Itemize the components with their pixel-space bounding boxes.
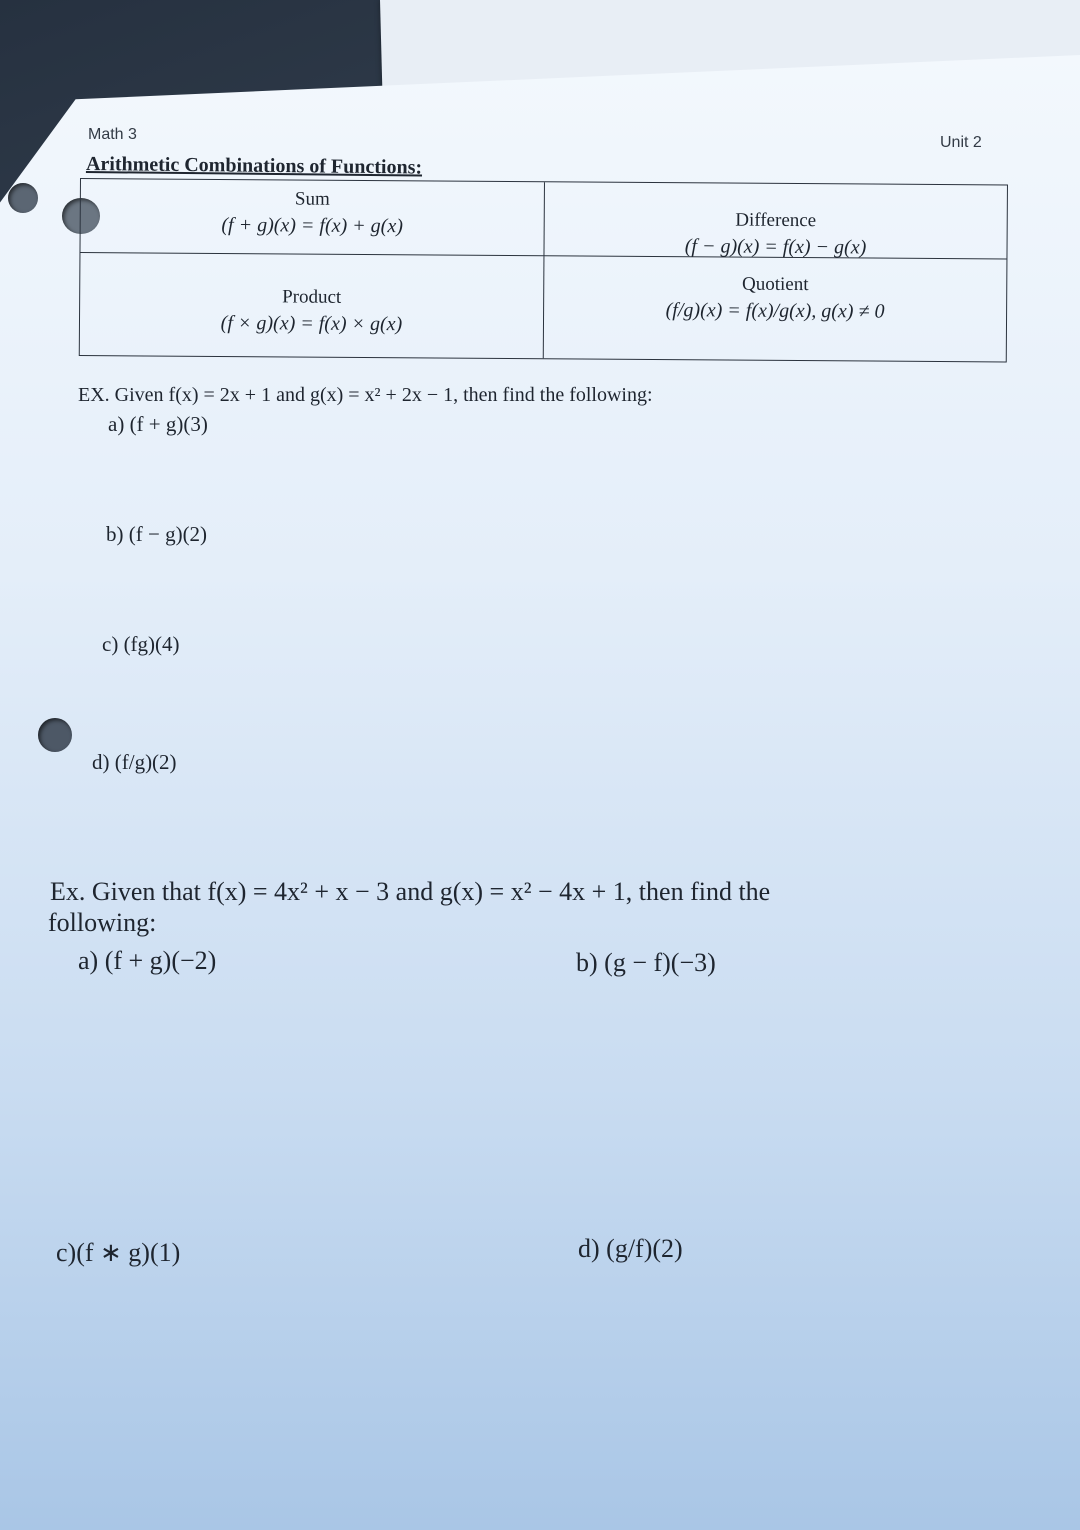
example1-prompt: EX. Given f(x) = 2x + 1 and g(x) = x² + 2x − 1, then find the following: [78,384,653,406]
difference-formula: (f − g)(x) = f(x) − g(x) [684,235,867,259]
example1-item-c: c) (fg)(4) [102,632,180,656]
quotient-formula: (f/g)(x) = f(x)/g(x), g(x) ≠ 0 [665,299,885,323]
example2-item-c: c)(f ∗ g)(1) [56,1238,181,1267]
example2-prompt-line1: Ex. Given that f(x) = 4x² + x − 3 and g(x) = x² − 4x + 1, then find the [50,877,771,906]
example2-prompt-line2: following: [48,908,157,937]
difference-cell [544,182,1007,259]
example1-item-d: d) (f/g)(2) [92,750,177,774]
difference-label: Difference [735,209,817,232]
sum-cell [80,179,545,256]
example1-item-b: b) (f − g)(2) [106,522,208,546]
punch-hole-middle [38,718,72,752]
example2-item-a: a) (f + g)(−2) [78,946,217,975]
quotient-label: Quotient [741,273,809,296]
product-cell [80,253,545,358]
section-title: Arithmetic Combinations of Functions: [85,153,423,179]
unit-label: Unit 2 [940,134,982,151]
product-formula: (f × g)(x) = f(x) × g(x) [220,311,403,336]
example2-item-b: b) (g − f)(−3) [576,948,716,977]
quotient-cell [544,256,1007,361]
sum-formula: (f + g)(x) = f(x) + g(x) [221,213,403,238]
combinations-table [79,178,1008,362]
product-label: Product [282,286,342,308]
punch-hole-top [8,183,38,213]
example1-item-a: a) (f + g)(3) [108,412,208,436]
example2-item-d: d) (g/f)(2) [578,1234,683,1263]
sum-label: Sum [294,188,330,210]
course-label: Math 3 [88,126,137,143]
